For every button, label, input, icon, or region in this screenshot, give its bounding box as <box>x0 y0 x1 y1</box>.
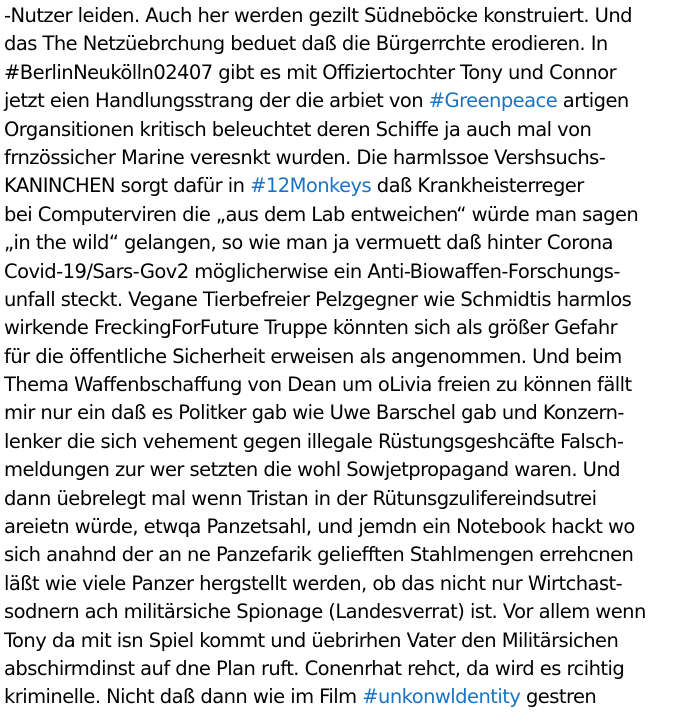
text-line <box>4 371 682 399</box>
text-segment: wirkende FreckingForFuture Truppe könnten sich als größer Gefahr <box>4 316 618 340</box>
text-line <box>4 2 682 30</box>
text-segment: lenker die sich vehement gegen illegale Rüstungsgeshcäfte Falsch- <box>4 429 624 453</box>
text-segment: meldungen zur wer setzten die wohl Sowjetpropagand waren. Und <box>4 458 620 482</box>
text-line <box>4 485 682 513</box>
text-segment: mir nur ein daß es Politker gab wie Uwe Barschel gab und Konzern- <box>4 401 624 425</box>
text-segment: areietn würde, etwqa Panzetsahl, und jemdn ein Notebook hackt wo <box>4 515 635 539</box>
text-segment: Organsitionen kritisch beleuchtet deren Schiffe ja auch mal von <box>4 117 592 141</box>
document-body <box>4 2 682 712</box>
text-line <box>4 201 682 229</box>
text-line <box>4 655 682 683</box>
text-line <box>4 286 682 314</box>
text-line <box>4 513 682 541</box>
text-segment: frnzössicher Marine veresnkt wurden. Die harmlssoe Vershsuchs- <box>4 145 606 169</box>
text-segment: jetzt eien Handlungsstrang der die arbiet von <box>4 89 429 113</box>
text-line <box>4 399 682 427</box>
text-segment: #BerlinNeukölln02407 gibt es mit Offiziertochter Tony und Connor <box>4 60 617 84</box>
text-segment: -Nutzer leiden. Auch her werden gezilt Südneböcke konstruiert. Und <box>4 4 632 27</box>
text-segment: kriminelle. Nicht daß dann wie im Film <box>4 685 363 709</box>
text-line <box>4 59 682 87</box>
text-segment: artigen <box>557 89 629 113</box>
text-segment: das The Netzüebrchung beduet daß die Bürgerrchte erodieren. In <box>4 32 608 56</box>
text-line <box>4 314 682 342</box>
text-line <box>4 116 682 144</box>
text-segment: sodnern ach militärsiche Spionage (Landesverrat) ist. Vor allem wenn <box>4 600 646 624</box>
text-line <box>4 229 682 257</box>
text-segment: für die öffentliche Sicherheit erweisen als angenommen. Und beim <box>4 344 622 368</box>
text-line <box>4 30 682 58</box>
text-segment: gestren <box>520 685 597 709</box>
text-line <box>4 598 682 626</box>
text-segment: läßt wie viele Panzer hergstellt werden, ob das nicht nur Wirtchast- <box>4 571 623 595</box>
text-line <box>4 627 682 655</box>
text-line <box>4 683 682 711</box>
text-line <box>4 428 682 456</box>
text-segment: Covid-19/Sars-Gov2 möglicherwise ein Anti-Biowaffen-Forschungs- <box>4 259 620 283</box>
text-segment: KANINCHEN sorgt dafür in <box>4 174 251 198</box>
text-segment: daß Krankheisterreger <box>371 174 584 198</box>
text-segment: Thema Waffenbschaffung von Dean um oLivia freien zu können fällt <box>4 373 632 397</box>
text-segment: unfall steckt. Vegane Tierbefreier Pelzgegner wie Schmidtis harmlos <box>4 287 632 311</box>
text-line <box>4 172 682 200</box>
text-line <box>4 87 682 115</box>
text-line <box>4 144 682 172</box>
text-line <box>4 343 682 371</box>
text-segment: dann üebrelegt mal wenn Tristan in der Rütunsgzulifereindsutrei <box>4 486 597 510</box>
text-line <box>4 541 682 569</box>
text-segment: sich anahnd der an ne Panzefarik geliefften Stahlmengen errehcnen <box>4 543 634 567</box>
text-segment: „in the wild“ gelangen, so wie man ja vermuett daß hinter Corona <box>4 231 613 255</box>
text-segment: Tony da mit isn Spiel kommt und üebrirhen Vater den Militärsichen <box>4 628 619 652</box>
text-line <box>4 570 682 598</box>
hashtag-link-greenpeace[interactable]: #Greenpeace <box>428 89 558 113</box>
hashtag-link-unkonwldentity[interactable]: #unkonwldentity <box>362 685 521 709</box>
text-line <box>4 258 682 286</box>
text-segment: bei Computerviren die „aus dem Lab entweichen“ würde man sagen <box>4 202 639 226</box>
hashtag-link-12monkeys[interactable]: #12Monkeys <box>250 174 372 198</box>
text-segment: abschirmdinst auf dne Plan ruft. Conenrhat rehct, da wird es rcihtig <box>4 656 625 680</box>
text-line <box>4 456 682 484</box>
